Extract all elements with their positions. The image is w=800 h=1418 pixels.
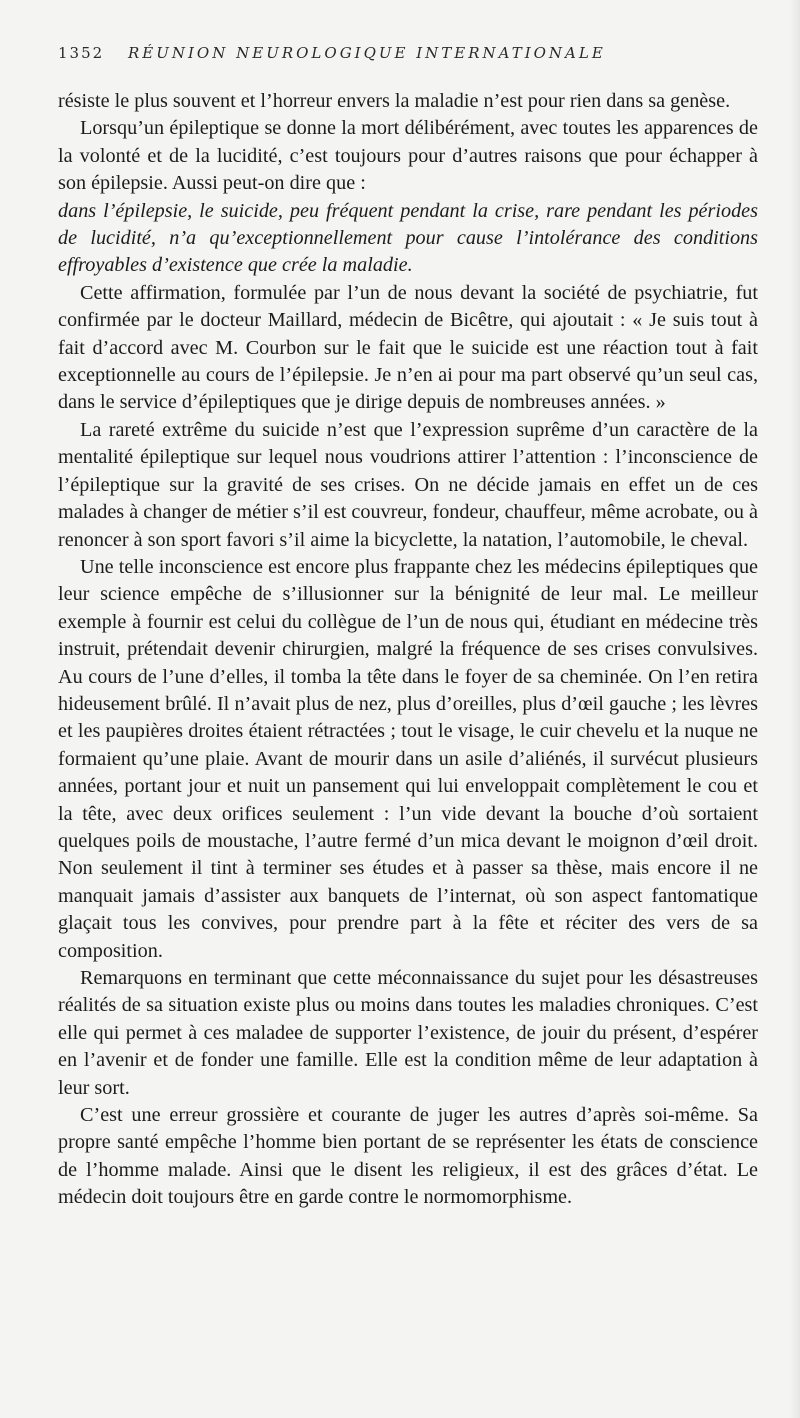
page-edge-shadow <box>790 0 800 1418</box>
paragraph-2: Lorsqu’un épileptique se donne la mort délibérément, avec toutes les apparences de la volonté et de la lucidité, c’est toujours pour d’autres raisons que pour échapper à son épilepsie. Aussi peut-on dire que : <box>58 117 758 195</box>
running-head <box>58 44 758 74</box>
body-text <box>58 88 758 1212</box>
paragraph-6: Une telle inconscience est encore plus frappante chez les médecins épileptiques que leur science empêche de s’illusionner sur la bénignité de leur mal. Le meilleur exemple à fournir est celui du collègue de l’un de nous qui, étudiant en médecine très instruit, prétendait devenir chirurgien, malgré la fréquence de ses crises convulsives. Au cours de l’une d’elles, il tomba la tête dans le foyer de sa cheminée. On l’en retira hideusement brûlé. Il n’avait plus de nez, plus d’oreilles, plus d’œil gauche ; les lèvres et les paupières droites étaient rétractées ; tout le visage, le cuir chevelu et la nuque ne formaient qu’une plaie. Avant de mourir dans un asile d’aliénés, il survécut plusieurs années, portant jour et nuit un pansement qui lui enveloppait complètement le cou et la tête, avec deux orifices seulement : l’un vide devant la bouche d’où sortaient quelques poils de moustache, l’autre fermé d’un mica devant le moignon d’œil droit. Non seulement il tint à terminer ses études et à passer sa thèse, mais encore il ne manquait jamais d’assister aux banquets de l’internat, où son aspect fantomatique glaçait tous les convives, pour prendre part à la fête et réciter des vers de sa composition. <box>58 555 758 962</box>
paragraph-8: C’est une erreur grossière et courante de juger les autres d’après soi-même. Sa propre santé empêche l’homme bien portant de se représenter les états de conscience de l’homme malade. Ainsi que le disent les religieux, il est des grâces d’état. Le médecin doit toujours être en garde contre le normomorphisme. <box>58 1104 758 1209</box>
paragraph-3-italic-statement <box>58 198 758 280</box>
page-number: 1352 <box>58 44 105 62</box>
paragraph-5: La rareté extrême du suicide n’est que l’expression suprême d’un caractère de la mentalité épileptique sur lequel nous voudrions attirer l’attention : l’inconscience de l’épileptique sur la gravité de ses crises. On ne décide jamais en effet un de ces malades à changer de métier s’il est couvreur, fondeur, chauffeur, même acrobate, ou à renoncer à son sport favori s’il aime la bicyclette, la natation, l’automobile, le cheval. <box>58 418 758 551</box>
italic-statement: dans l’épilepsie, le suicide, peu fréquent pendant la crise, rare pendant les périodes de lucidité, n’a qu’exceptionnellement pour cause l’intolérance des conditions effroyables d’existence que crée la maladie. <box>58 199 758 277</box>
paragraph-4: Cette affirmation, formulée par l’un de nous devant la société de psychiatrie, fut confirmée par le docteur Maillard, médecin de Bicêtre, qui ajoutait : « Je suis tout à fait d’accord avec M. Courbon sur le fait que le suicide est une réaction tout à fait exceptionnelle au cours de l’épilepsie. Je n’en ai pour ma part observé qu’un seul cas, dans le service d’épileptiques que je dirige depuis de nombreuses années. » <box>58 281 758 414</box>
journal-title: RÉUNION NEUROLOGIQUE INTERNATIONALE <box>128 44 606 62</box>
paragraph-7: Remarquons en terminant que cette méconnaissance du sujet pour les désastreuses réalités de sa situation existe plus ou moins dans toutes les maladies chroniques. C’est elle qui permet à ces maladee de supporter l’existence, de jouir du présent, d’espérer en l’avenir et de fonder une famille. Elle est la condition même de leur adaptation à leur sort. <box>58 967 758 1099</box>
paragraph-1: résiste le plus souvent et l’horreur envers la maladie n’est pour rien dans sa genèse. <box>58 90 731 112</box>
